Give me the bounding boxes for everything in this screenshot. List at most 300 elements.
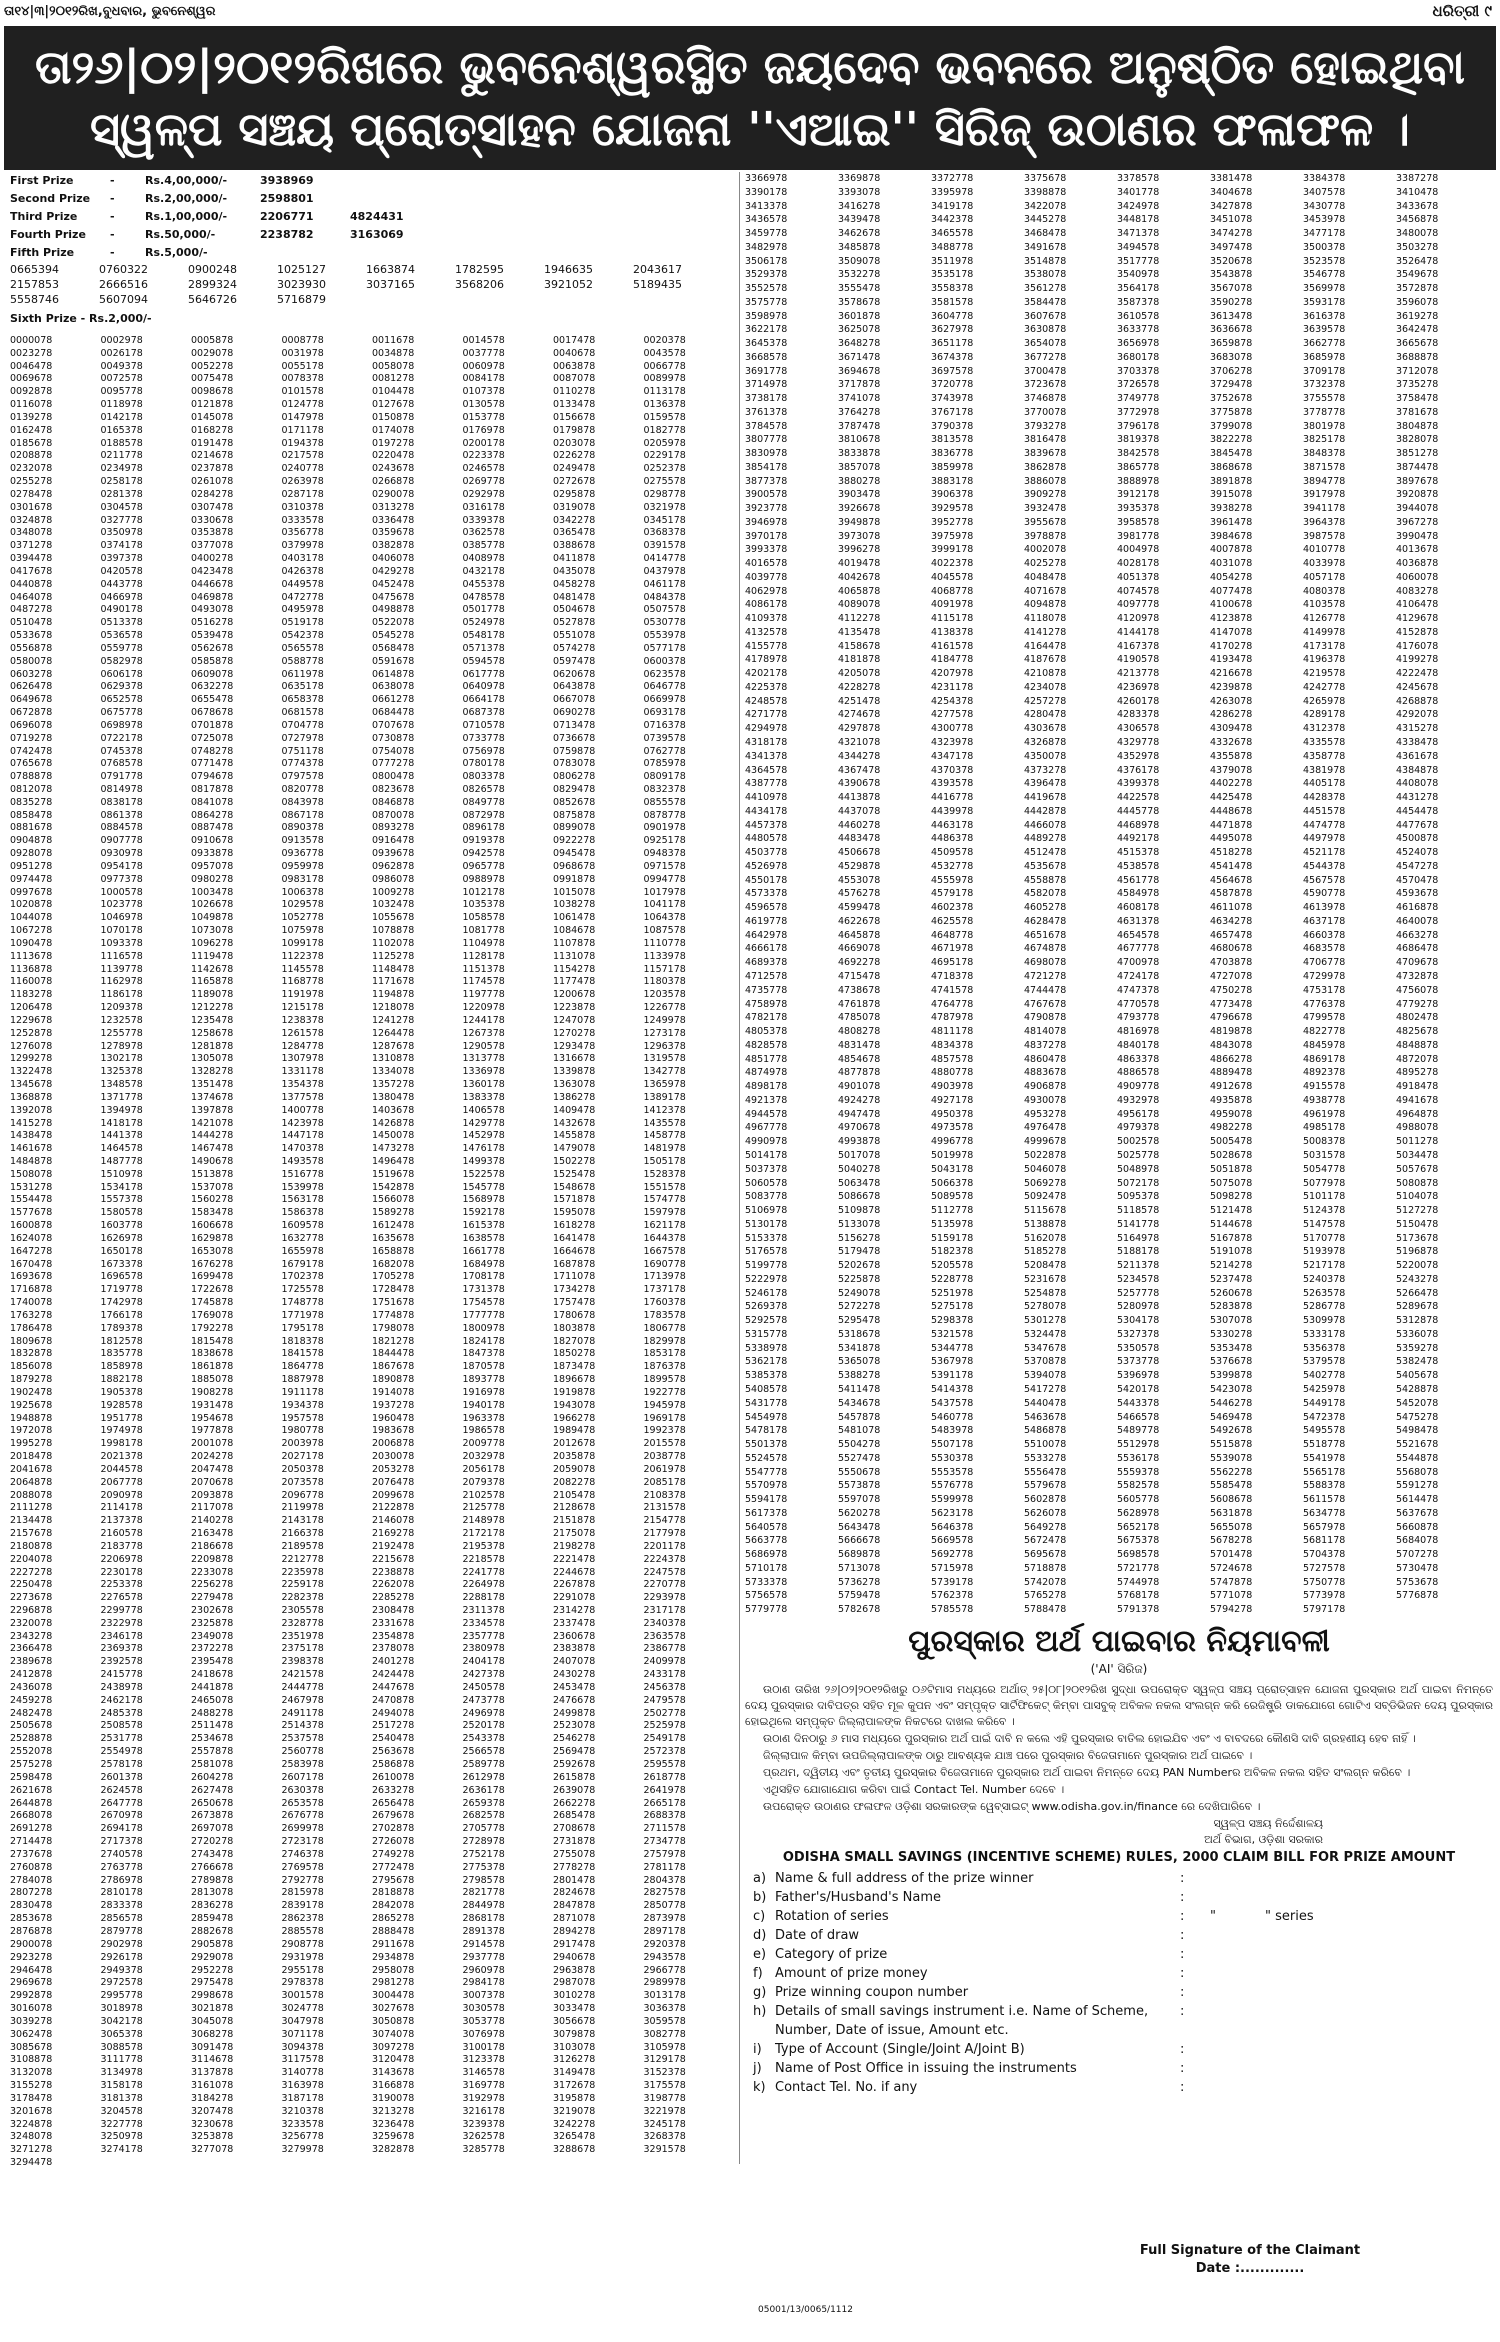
sixth-prize-left-number: 1908278 xyxy=(191,1386,234,1398)
sixth-prize-left-number: 2534678 xyxy=(191,1733,234,1745)
sixth-prize-left-number: 2746378 xyxy=(281,1848,324,1860)
sixth-prize-right-number: 4845978 xyxy=(1303,1039,1346,1051)
sixth-prize-right-number: 5640578 xyxy=(745,1521,788,1533)
sixth-prize-right-number: 4512478 xyxy=(1024,847,1067,859)
sixth-prize-left-number: 2647778 xyxy=(100,1797,143,1809)
claim-form-item-key: d) xyxy=(753,1928,767,1943)
sixth-prize-right-number: 4271778 xyxy=(745,709,788,721)
sixth-prize-left-number: 0246578 xyxy=(462,463,505,475)
claim-form-item-text: Date of draw xyxy=(775,1928,860,1943)
sixth-prize-left-number: 1560278 xyxy=(191,1194,234,1206)
sixth-prize-right-number: 4454478 xyxy=(1396,805,1439,817)
sixth-prize-right-number: 4323978 xyxy=(931,737,974,748)
sixth-prize-right-number: 4036878 xyxy=(1396,558,1439,570)
sixth-prize-right-number: 4848878 xyxy=(1396,1039,1439,1051)
sixth-prize-left-number: 1354378 xyxy=(281,1079,324,1091)
sixth-prize-right-number: 5318678 xyxy=(838,1328,881,1340)
sixth-prize-left-number: 1809678 xyxy=(10,1335,53,1347)
sixth-prize-left-number: 0965778 xyxy=(462,860,505,872)
sixth-prize-left-number: 0988978 xyxy=(462,873,505,885)
claim-form-item xyxy=(745,1983,1493,2002)
sixth-prize-right-number: 5077978 xyxy=(1303,1177,1346,1189)
sixth-prize-left-number: 0710578 xyxy=(462,719,505,731)
sixth-prize-right-number: 4558878 xyxy=(1024,874,1067,886)
sixth-prize-right-number: 5048978 xyxy=(1117,1163,1160,1175)
sixth-prize-right-number: 4013678 xyxy=(1396,544,1439,556)
sixth-prize-right-number: 3958578 xyxy=(1117,516,1160,528)
sixth-prize-right-number: 5428878 xyxy=(1396,1383,1439,1395)
sixth-prize-left-number: 0069678 xyxy=(10,373,53,385)
prize-dash: - xyxy=(110,174,115,187)
sixth-prize-left-number: 1142678 xyxy=(191,963,234,975)
sixth-prize-right-number: 3738178 xyxy=(745,393,788,404)
sixth-prize-left-number: 1473278 xyxy=(372,1143,415,1155)
sixth-prize-right-number: 4358778 xyxy=(1303,750,1346,762)
sixth-prize-left-number: 1774878 xyxy=(372,1309,415,1321)
sixth-prize-right-number: 3427878 xyxy=(1210,200,1253,212)
sixth-prize-left-number: 0872978 xyxy=(462,809,505,821)
sixth-prize-right-number: 3851278 xyxy=(1396,448,1439,459)
sixth-prize-right-number: 4236978 xyxy=(1117,681,1160,693)
sixth-prize-left-number: 2090978 xyxy=(100,1489,143,1501)
sixth-prize-right-number: 5051878 xyxy=(1210,1163,1253,1175)
sixth-prize-right-number: 5196878 xyxy=(1396,1246,1439,1258)
prize-row-fourth xyxy=(10,226,735,244)
sixth-prize-left-number: 2543378 xyxy=(462,1733,505,1745)
sixth-prize-right-number: 4190578 xyxy=(1117,654,1160,666)
sixth-prize-right-number: 5101178 xyxy=(1303,1191,1346,1203)
sixth-prize-left-number: 1026678 xyxy=(191,899,234,911)
sixth-prize-left-number: 0153778 xyxy=(462,411,505,423)
sixth-prize-right-number: 5617378 xyxy=(745,1507,788,1519)
sixth-prize-left-number: 1551578 xyxy=(643,1181,686,1193)
sixth-prize-right-number: 4341378 xyxy=(745,750,788,762)
claim-form-item-text: Name of Post Office in issuing the instruments xyxy=(775,2061,1077,2076)
sixth-prize-right-number: 3830978 xyxy=(745,448,788,459)
sixth-prize-right-number: 4225378 xyxy=(745,681,788,693)
sixth-prize-left-number: 1168778 xyxy=(281,976,324,988)
sixth-prize-right-number: 4492178 xyxy=(1117,833,1160,845)
sixth-prize-right-number: 4561778 xyxy=(1117,874,1160,886)
sixth-prize-right-number: 5231678 xyxy=(1024,1273,1067,1285)
sixth-prize-right-number: 4584978 xyxy=(1117,888,1160,900)
sixth-prize-right-number: 5530378 xyxy=(931,1452,974,1464)
sixth-prize-left-number: 2369378 xyxy=(100,1643,143,1655)
sixth-prize-left-number: 0301678 xyxy=(10,501,53,513)
sixth-prize-left-number: 0385778 xyxy=(462,540,505,552)
sixth-prize-left-number: 2267878 xyxy=(553,1579,596,1591)
sixth-prize-left-number: 3010278 xyxy=(553,1990,596,2002)
sixth-prize-right-number: 4555978 xyxy=(931,874,974,886)
sixth-prize-right-number: 3764278 xyxy=(838,406,881,418)
signoff-department: ଅର୍ଥ ବିଭାଗ, ଓଡ଼ିଶା ସରକାର xyxy=(1204,1833,1323,1846)
sixth-prize-right-number: 3549678 xyxy=(1396,269,1439,281)
sixth-prize-right-number: 5367978 xyxy=(931,1356,974,1368)
sixth-prize-right-number: 4170278 xyxy=(1210,640,1253,652)
sixth-prize-left-number: 3042178 xyxy=(100,2015,143,2027)
sixth-prize-right-number: 3630878 xyxy=(1024,324,1067,336)
sixth-prize-right-number: 5092478 xyxy=(1024,1191,1067,1203)
sixth-prize-right-number: 5515878 xyxy=(1210,1439,1253,1451)
sixth-prize-left-number: 2372278 xyxy=(191,1643,234,1655)
sixth-prize-left-number: 1928578 xyxy=(100,1399,143,1411)
sixth-prize-left-number: 2528878 xyxy=(10,1733,53,1745)
sixth-prize-right-number: 3717878 xyxy=(838,379,881,391)
sixth-prize-right-number: 4953278 xyxy=(1024,1108,1067,1120)
sixth-prize-right-number: 5220078 xyxy=(1396,1260,1439,1272)
sixth-prize-right-number: 4152878 xyxy=(1396,626,1439,638)
sixth-prize-right-number: 5742078 xyxy=(1024,1576,1067,1588)
sixth-prize-right-number: 4903978 xyxy=(931,1081,974,1093)
sixth-prize-right-number: 4773478 xyxy=(1210,998,1253,1010)
sixth-prize-left-number: 0397378 xyxy=(100,553,143,565)
sixth-prize-left-number: 0568478 xyxy=(372,642,415,654)
sixth-prize-right-number: 3419178 xyxy=(931,200,974,212)
sixth-prize-right-number: 4065878 xyxy=(838,585,881,597)
sixth-prize-left-number: 1394978 xyxy=(100,1104,143,1116)
sixth-prize-left-number: 0023278 xyxy=(10,347,53,359)
sixth-prize-left-number: 2702878 xyxy=(372,1823,415,1835)
sixth-prize-right-number: 4028178 xyxy=(1117,558,1160,570)
sixth-prize-left-number: 1331178 xyxy=(281,1066,324,1078)
sixth-prize-left-number: 1983678 xyxy=(372,1425,415,1437)
sixth-prize-right-number: 4611078 xyxy=(1210,902,1253,914)
sixth-prize-right-number: 4567578 xyxy=(1303,874,1346,886)
sixth-prize-right-number: 4086178 xyxy=(745,599,788,611)
headline-line-1: ତା୨୬|୦୨|୨୦୧୨ରିଖରେ ଭୁବନେଶ୍ୱରସ୍ଥିତ ଜୟଦେବ ଭବନରେ ଅନୁଷ୍ଠିତ ହୋଇଥିବା xyxy=(34,40,1466,94)
sixth-prize-right-number: 3880278 xyxy=(838,475,881,487)
sixth-prize-left-number: 1771978 xyxy=(281,1309,324,1321)
sixth-prize-left-number: 1444278 xyxy=(191,1130,234,1142)
sixth-prize-left-number: 1389178 xyxy=(643,1091,686,1103)
sixth-prize-left-number: 2630378 xyxy=(281,1784,324,1796)
sixth-prize-left-number: 3068278 xyxy=(191,2028,234,2040)
sixth-prize-right-number: 3912178 xyxy=(1117,489,1160,501)
sixth-prize-left-number: 2752178 xyxy=(462,1848,505,1860)
sixth-prize-left-number: 3239378 xyxy=(462,2118,505,2130)
sixth-prize-left-number: 2096778 xyxy=(281,1489,324,1501)
sixth-prize-left-number: 0785978 xyxy=(643,758,686,770)
sixth-prize-left-number: 0243678 xyxy=(372,463,415,475)
sixth-prize-left-number: 2456378 xyxy=(643,1681,686,1693)
sixth-prize-right-number: 4309478 xyxy=(1210,723,1253,735)
sixth-prize-right-number: 4619778 xyxy=(745,915,788,927)
sixth-prize-left-number: 1290578 xyxy=(462,1040,505,1052)
sixth-prize-left-number: 2914578 xyxy=(462,1938,505,1950)
sixth-prize-left-number: 3117578 xyxy=(281,2054,324,2066)
claim-form-item-text: Amount of prize money xyxy=(775,1966,928,1981)
sixth-prize-left-number: 2105478 xyxy=(553,1489,596,1501)
sixth-prize-right-number: 5727578 xyxy=(1303,1562,1346,1574)
sixth-prize-right-number: 4286278 xyxy=(1210,709,1253,721)
sixth-prize-left-number: 0896178 xyxy=(462,822,505,834)
sixth-prize-right-number: 5608678 xyxy=(1210,1494,1253,1506)
sixth-prize-left-number: 1110778 xyxy=(643,937,686,949)
sixth-prize-right-number: 5655078 xyxy=(1210,1521,1253,1533)
sixth-prize-left-number: 2166378 xyxy=(281,1528,324,1540)
claim-form-item-colon: : xyxy=(1180,1966,1185,1981)
sixth-prize-left-number: 2012678 xyxy=(553,1438,596,1450)
sixth-prize-left-number: 0185678 xyxy=(10,437,53,449)
sixth-prize-left-number: 0217578 xyxy=(281,450,324,462)
sixth-prize-left-number: 1632778 xyxy=(281,1232,324,1244)
sixth-prize-right-number: 4257278 xyxy=(1024,695,1067,707)
sixth-prize-right-number: 5228778 xyxy=(931,1273,974,1285)
sixth-prize-left-number: 1342778 xyxy=(643,1066,686,1078)
sixth-prize-left-number: 0649678 xyxy=(10,694,53,706)
sixth-prize-left-number: 1513878 xyxy=(191,1168,234,1180)
sixth-prize-left-number: 1006378 xyxy=(281,886,324,898)
sixth-prize-left-number: 2340378 xyxy=(643,1617,686,1629)
sixth-prize-left-number: 3108878 xyxy=(10,2054,53,2066)
claim-form-item-colon: : xyxy=(1180,1928,1185,1943)
sixth-prize-right-number: 3538078 xyxy=(1024,269,1067,281)
sixth-prize-left-number: 1754578 xyxy=(462,1297,505,1309)
sixth-prize-right-number: 3636678 xyxy=(1210,324,1253,336)
sixth-prize-right-number: 3973078 xyxy=(838,530,881,542)
prize-number: 3163069 xyxy=(350,228,404,241)
sixth-prize-right-number: 4300778 xyxy=(931,723,974,735)
sixth-prize-left-number: 2575278 xyxy=(10,1759,53,1770)
sixth-prize-right-number: 4976478 xyxy=(1024,1122,1067,1134)
sixth-prize-left-number: 1919878 xyxy=(553,1386,596,1398)
sixth-prize-left-number: 2169278 xyxy=(372,1528,415,1540)
sixth-prize-right-number: 4973578 xyxy=(931,1122,974,1134)
sixth-prize-right-number: 5550678 xyxy=(838,1466,881,1478)
sixth-prize-left-number: 0539478 xyxy=(191,630,234,642)
sixth-prize-right-number: 3970178 xyxy=(745,530,788,542)
sixth-prize-right-number: 5379578 xyxy=(1303,1356,1346,1368)
sixth-prize-left-number: 0145078 xyxy=(191,411,234,423)
sixth-prize-left-number: 3175578 xyxy=(643,2080,686,2092)
sixth-prize-right-number: 4857578 xyxy=(931,1053,974,1065)
sixth-prize-right-number: 4332678 xyxy=(1210,737,1253,748)
sixth-prize-left-number: 0698978 xyxy=(100,719,143,731)
sixth-prize-right-number: 5327378 xyxy=(1117,1328,1160,1340)
sixth-prize-left-number: 0739578 xyxy=(643,732,686,744)
sixth-prize-left-number: 3161078 xyxy=(191,2080,234,2092)
claim-form-item-text: Type of Account (Single/Joint A/Joint B) xyxy=(775,2042,1025,2057)
sixth-prize-left-number: 0667078 xyxy=(553,694,596,706)
sixth-prize-left-number: 0571378 xyxy=(462,642,505,654)
sixth-prize-left-number: 0577178 xyxy=(643,642,686,654)
claim-form-item-colon: : xyxy=(1180,2042,1185,2057)
sixth-prize-left-number: 3039278 xyxy=(10,2015,53,2027)
sixth-prize-left-number: 0582978 xyxy=(100,655,143,667)
sixth-prize-right-number: 4228278 xyxy=(838,681,881,693)
sixth-prize-left-number: 1934378 xyxy=(281,1399,324,1411)
sixth-prize-left-number: 2021378 xyxy=(100,1451,143,1463)
sixth-prize-left-number: 2862378 xyxy=(281,1913,324,1925)
sixth-prize-right-number: 3587378 xyxy=(1117,296,1160,308)
sixth-prize-left-number: 2650678 xyxy=(191,1797,234,1809)
claim-form-item-key: c) xyxy=(753,1909,766,1924)
sixth-prize-left-number: 1064378 xyxy=(643,912,686,924)
sixth-prize-left-number: 1365978 xyxy=(643,1079,686,1091)
sixth-prize-right-number: 3517778 xyxy=(1117,255,1160,267)
sixth-prize-left-number: 1850278 xyxy=(553,1348,596,1360)
sixth-prize-left-number: 1606678 xyxy=(191,1220,234,1232)
sixth-prize-left-number: 1858978 xyxy=(100,1361,143,1373)
sixth-prize-left-number: 1464578 xyxy=(100,1143,143,1155)
sixth-prize-right-number: 3700478 xyxy=(1024,365,1067,377)
sixth-prize-right-number: 3520678 xyxy=(1210,255,1253,267)
sixth-prize-left-number: 2760878 xyxy=(10,1861,53,1873)
sixth-prize-left-number: 3236478 xyxy=(372,2118,415,2130)
prize-amount: Rs.2,00,000/- xyxy=(145,192,228,205)
sixth-prize-left-number: 2763778 xyxy=(100,1861,143,1873)
sixth-prize-left-number: 0229178 xyxy=(643,450,686,462)
sixth-prize-left-number: 0730878 xyxy=(372,732,415,744)
sixth-prize-right-number: 3671478 xyxy=(838,351,881,363)
sixth-prize-left-number: 1264478 xyxy=(372,1027,415,1039)
sixth-prize-left-number: 1502278 xyxy=(553,1156,596,1167)
sixth-prize-right-number: 4007878 xyxy=(1210,544,1253,556)
sixth-prize-left-number: 3059578 xyxy=(643,2015,686,2027)
sixth-prize-left-number: 2380978 xyxy=(462,1643,505,1655)
claim-form-item-key: i) xyxy=(753,2042,762,2057)
sixth-prize-left-number: 2157678 xyxy=(10,1528,53,1540)
rules-paragraph: ଏଥିସହିତ ଯୋଗାଯୋଗ କରିବା ପାଇଁ Contact Tel. Number ଦେବେ । xyxy=(763,1783,1065,1796)
sixth-prize-left-number: 1131078 xyxy=(553,950,596,962)
sixth-prize-right-number: 4016578 xyxy=(745,558,788,570)
sixth-prize-left-number: 2314278 xyxy=(553,1604,596,1616)
sixth-prize-left-number: 2644878 xyxy=(10,1797,53,1809)
sixth-prize-left-number: 0684478 xyxy=(372,707,415,719)
sixth-prize-right-number: 5504278 xyxy=(838,1439,881,1451)
sixth-prize-right-number: 4999678 xyxy=(1024,1136,1067,1148)
fifth-prize-number: 3921052 xyxy=(544,278,593,291)
sixth-prize-left-number: 2079378 xyxy=(462,1476,505,1488)
rules-paragraph: ଉଠାଣ ତାରିଖ ୨୬|୦୨|୨୦୧୨ରିଖରୁ ୦୬ଟିମାସ ମଧ୍ୟରେ ଅର୍ଥାତ୍ ୨୫|୦୮|୨୦୧୨ରିଖ ସୁଦ୍ଧା ଉପରୋକ୍ତ ସ୍ୱଳ୍ପ ସଞ୍ଚୟ ପ୍ରୋତ୍ସାହନ ଯୋଜନା ପୁରସ୍କାର ଅର୍ଥ ପାଇବା ନିମନ୍ତେ ଦେୟ ପୁରସ୍କାର ଦାବିପତ୍ର ସହିତ ମୂଳ କୁପନ ଏବଂ ସମ୍ପୃକ୍ତ ସାର୍ଟିଫିକେଟ୍ କିମ୍ବା ପାସବୁକ୍ ଅବିକଳ ନକଲ ସଂଲଗ୍ନ କରି ରେଜିଷ୍ଟ୍ରି ଡାକଯୋଗେ ଗୋଟିଏ ସବ୍‌ଡିଭିଜନ ଦେୟ ପୁରସ୍କାର ହୋଇଥିଲେ ସମ୍ପୃକ୍ତ ଜିଲ୍ଲାପାଳଙ୍କ ନିକଟରେ ଦାଖଲ କରିବେ । xyxy=(745,1683,1493,1728)
claim-form-item xyxy=(745,2002,1493,2040)
sixth-prize-left-number: 0788878 xyxy=(10,771,53,783)
sixth-prize-right-number: 4608178 xyxy=(1117,902,1160,914)
sixth-prize-left-number: 1273178 xyxy=(643,1027,686,1039)
sixth-prize-right-number: 4468978 xyxy=(1117,819,1160,831)
sixth-prize-right-number: 5478178 xyxy=(745,1425,788,1437)
sixth-prize-left-number: 0339378 xyxy=(462,514,505,526)
sixth-prize-right-number: 4242778 xyxy=(1303,681,1346,693)
sixth-prize-right-number: 5104078 xyxy=(1396,1191,1439,1203)
sixth-prize-left-number: 2102578 xyxy=(462,1489,505,1501)
sixth-prize-left-number: 2737678 xyxy=(10,1848,53,1860)
prize-amount: Rs.4,00,000/- xyxy=(145,174,228,187)
sixth-prize-left-number: 3143678 xyxy=(372,2067,415,2079)
sixth-prize-right-number: 5495578 xyxy=(1303,1425,1346,1437)
sixth-prize-right-number: 4724178 xyxy=(1117,971,1160,983)
sixth-prize-right-number: 5362178 xyxy=(745,1356,788,1368)
sixth-prize-right-number: 3697578 xyxy=(931,365,974,377)
sixth-prize-left-number: 1957578 xyxy=(281,1412,324,1424)
sixth-prize-right-number: 5626078 xyxy=(1024,1507,1067,1519)
sixth-prize-right-number: 4004978 xyxy=(1117,544,1160,556)
sixth-prize-left-number: 1409478 xyxy=(553,1104,596,1116)
sixth-prize-right-number: 4669078 xyxy=(838,943,881,955)
sixth-prize-left-number: 3158178 xyxy=(100,2080,143,2092)
sixth-prize-left-number: 0522078 xyxy=(372,617,415,629)
sixth-prize-left-number: 3291578 xyxy=(643,2144,686,2156)
sixth-prize-left-number: 2943578 xyxy=(643,1951,686,1963)
sixth-prize-right-number: 3691778 xyxy=(745,365,788,377)
sixth-prize-left-number: 3210378 xyxy=(281,2105,324,2117)
sixth-prize-left-number: 1510978 xyxy=(100,1168,143,1180)
sixth-prize-right-number: 5040278 xyxy=(838,1163,881,1175)
sixth-prize-left-number: 0121878 xyxy=(191,399,234,411)
sixth-prize-left-number: 2688378 xyxy=(643,1810,686,1822)
sixth-prize-left-number: 0377078 xyxy=(191,540,234,552)
sixth-prize-grid-right xyxy=(745,173,1491,1618)
sixth-prize-right-number: 3949878 xyxy=(838,516,881,528)
sixth-prize-right-number: 5089578 xyxy=(931,1191,974,1203)
sixth-prize-left-number: 2404178 xyxy=(462,1656,505,1668)
sixth-prize-left-number: 1539978 xyxy=(281,1181,324,1193)
sixth-prize-right-number: 4660378 xyxy=(1303,929,1346,941)
sixth-prize-right-number: 4370378 xyxy=(931,764,974,776)
sixth-prize-left-number: 1580578 xyxy=(100,1207,143,1219)
sixth-prize-right-number: 5686978 xyxy=(745,1549,788,1561)
sixth-prize-left-number: 2163478 xyxy=(191,1528,234,1540)
claim-form-item xyxy=(745,2040,1493,2059)
sixth-prize-right-number: 5191078 xyxy=(1210,1246,1253,1258)
sixth-prize-left-number: 0095778 xyxy=(100,386,143,398)
sixth-prize-right-number: 3610578 xyxy=(1117,310,1160,322)
sixth-prize-left-number: 0527878 xyxy=(553,617,596,629)
sixth-prize-right-number: 3996278 xyxy=(838,544,881,556)
sixth-prize-right-number: 4625578 xyxy=(931,915,974,927)
sixth-prize-right-number: 3659878 xyxy=(1210,338,1253,349)
sixth-prize-left-number: 0658378 xyxy=(281,694,324,706)
sixth-prize-right-number: 3741078 xyxy=(838,393,881,404)
sixth-prize-left-number: 0533678 xyxy=(10,630,53,642)
prize-label: Fifth Prize xyxy=(10,246,75,259)
sixth-prize-right-number: 3848378 xyxy=(1303,448,1346,459)
sixth-prize-left-number: 2705778 xyxy=(462,1823,505,1835)
sixth-prize-right-number: 4834378 xyxy=(931,1039,974,1051)
sixth-prize-left-number: 3181378 xyxy=(100,2092,143,2104)
sixth-prize-right-number: 3500378 xyxy=(1303,241,1346,253)
sixth-prize-right-number: 4770578 xyxy=(1117,998,1160,1010)
sixth-prize-right-number: 5272278 xyxy=(838,1301,881,1313)
sixth-prize-left-number: 2636178 xyxy=(462,1784,505,1796)
sixth-prize-right-number: 3581578 xyxy=(931,296,974,308)
sixth-prize-right-number: 5785578 xyxy=(931,1604,974,1616)
sixth-prize-left-number: 0223378 xyxy=(462,450,505,462)
sixth-prize-right-number: 4880778 xyxy=(931,1067,974,1079)
sixth-prize-left-number: 2989978 xyxy=(643,1977,686,1989)
sixth-prize-left-number: 1177478 xyxy=(553,976,596,988)
sixth-prize-left-number: 0829478 xyxy=(553,783,596,795)
sixth-prize-right-number: 3422078 xyxy=(1024,200,1067,212)
sixth-prize-left-number: 0977378 xyxy=(100,873,143,885)
sixth-prize-right-number: 5182378 xyxy=(931,1246,974,1258)
fifth-prize-number: 5558746 xyxy=(10,293,59,306)
sixth-prize-right-number: 4547278 xyxy=(1396,860,1439,872)
sixth-prize-right-number: 3723678 xyxy=(1024,379,1067,391)
sixth-prize-left-number: 0675778 xyxy=(100,707,143,719)
sixth-prize-right-number: 3874478 xyxy=(1396,461,1439,473)
sixth-prize-right-number: 5547778 xyxy=(745,1466,788,1478)
sixth-prize-left-number: 2430278 xyxy=(553,1669,596,1681)
sixth-prize-right-number: 4947478 xyxy=(838,1108,881,1120)
sixth-prize-right-number: 3709178 xyxy=(1303,365,1346,377)
sixth-prize-left-number: 0087078 xyxy=(553,373,596,385)
sixth-prize-left-number: 0414778 xyxy=(643,553,686,565)
sixth-prize-left-number: 1789378 xyxy=(100,1322,143,1334)
sixth-prize-left-number: 2992878 xyxy=(10,1990,53,2002)
sixth-prize-left-number: 0394478 xyxy=(10,553,53,565)
sixth-prize-left-number: 1049878 xyxy=(191,912,234,924)
